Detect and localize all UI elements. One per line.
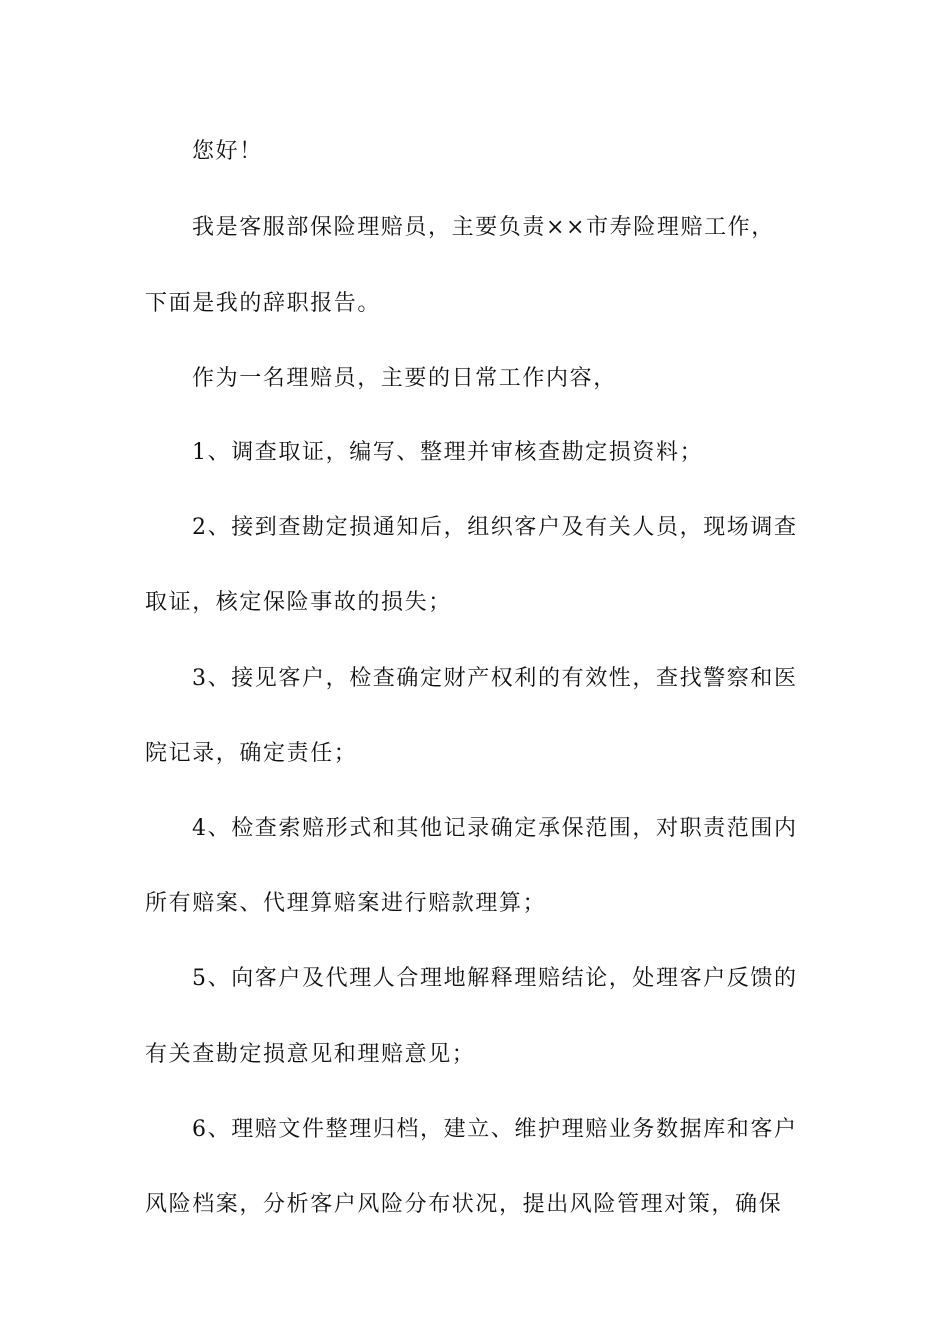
list-item-line: 6、理赔文件整理归档，建立、维护理赔业务数据库和客户 (192, 1117, 798, 1142)
list-item-line: 院记录，确定责任； (145, 741, 358, 766)
list-item-line: 风险档案，分析客户风险分布状况，提出风险管理对策，确保 (145, 1192, 783, 1217)
list-item-line: 所有赔案、代理算赔案进行赔款理算； (145, 891, 547, 916)
list-item-line: 1、调查取证，编写、整理并审核查勘定损资料； (192, 440, 704, 465)
paragraph-line: 我是客服部保险理赔员，主要负责××市寿险理赔工作， (192, 215, 775, 240)
paragraph-line: 下面是我的辞职报告。 (145, 291, 382, 316)
list-item-line: 4、检查索赔形式和其他记录确定承保范围，对职责范围内 (192, 816, 798, 841)
paragraph-line: 作为一名理赔员，主要的日常工作内容， (192, 366, 617, 391)
greeting-line: 您好！ (192, 139, 263, 164)
list-item-line: 5、向客户及代理人合理地解释理赔结论，处理客户反馈的 (192, 966, 798, 991)
list-item-line: 2、接到查勘定损通知后，组织客户及有关人员，现场调查 (192, 515, 798, 540)
list-item-line: 3、接见客户，检查确定财产权利的有效性，查找警察和医 (192, 666, 798, 691)
list-item-line: 取证，核定保险事故的损失； (145, 590, 452, 615)
list-item-line: 有关查勘定损意见和理赔意见； (145, 1042, 476, 1067)
